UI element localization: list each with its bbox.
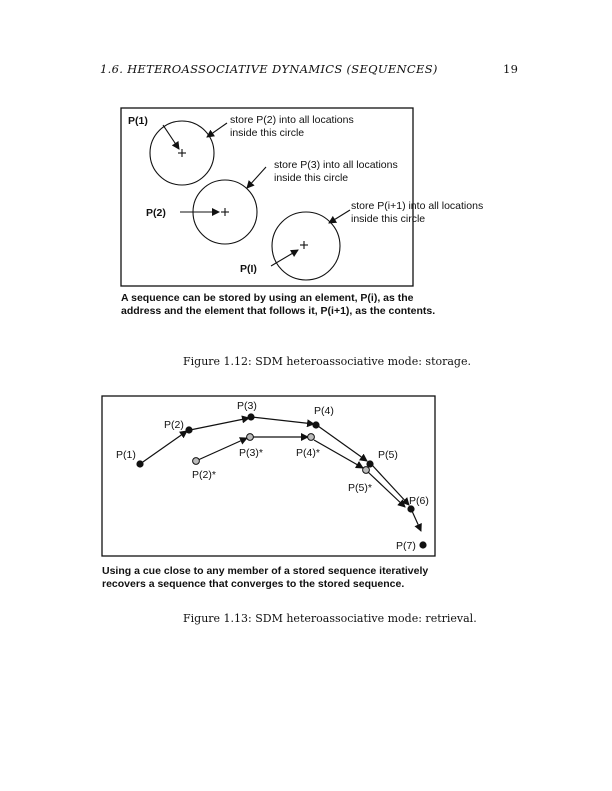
label-p3-star: P(3)* bbox=[239, 447, 263, 459]
running-header: 1.6. HETEROASSOCIATIVE DYNAMICS (SEQUENCES) bbox=[100, 62, 438, 76]
page-number: 19 bbox=[503, 62, 519, 76]
label-p4-star: P(4)* bbox=[296, 447, 320, 459]
label-p7: P(7) bbox=[396, 540, 416, 552]
label-p1: P(1) bbox=[116, 449, 136, 461]
point-p5s bbox=[363, 467, 370, 474]
figure-1-13-description-line-1: Using a cue close to any member of a stored sequence iteratively bbox=[102, 565, 429, 577]
edge-p6-p7 bbox=[412, 511, 421, 531]
annotation-2-line-1: store P(3) into all locations bbox=[274, 159, 398, 171]
label-pi: P(I) bbox=[240, 263, 257, 275]
figure-1-12-description-line-2: address and the element that follows it, P(i+1), as the contents. bbox=[121, 305, 436, 317]
figure-1-13-frame bbox=[102, 396, 435, 556]
point-p7 bbox=[419, 541, 426, 548]
annotation-3-line-1: store P(i+1) into all locations bbox=[351, 200, 484, 212]
label-p3: P(3) bbox=[237, 400, 257, 412]
label-p2: P(2) bbox=[164, 419, 184, 431]
edge-p5-p6 bbox=[372, 465, 409, 505]
label-p4: P(4) bbox=[314, 405, 334, 417]
label-p5-star: P(5)* bbox=[348, 482, 372, 494]
annotation-1-line-1: store P(2) into all locations bbox=[230, 114, 354, 126]
edge-p2-p3 bbox=[190, 418, 249, 430]
point-p4s bbox=[308, 434, 315, 441]
point-p3 bbox=[247, 413, 254, 420]
label-p1: P(1) bbox=[128, 115, 148, 127]
annotation-3-line-2: inside this circle bbox=[351, 213, 426, 225]
label-p6: P(6) bbox=[409, 495, 429, 507]
label-p2: P(2) bbox=[146, 207, 166, 219]
figure-1-13-caption: Figure 1.13: SDM heteroassociative mode: retrieval. bbox=[183, 612, 477, 625]
point-p2s bbox=[193, 458, 200, 465]
point-p4 bbox=[312, 421, 319, 428]
annotation-1-line-2: inside this circle bbox=[230, 127, 305, 139]
figure-1-13-description-line-2: recovers a sequence that converges to the stored sequence. bbox=[102, 578, 405, 590]
edge-p3-p4 bbox=[252, 417, 314, 424]
annotation-2-line-2: inside this circle bbox=[274, 172, 349, 184]
point-p3s bbox=[247, 434, 254, 441]
edge-p1-p2 bbox=[140, 431, 187, 464]
edge-p4s-p5s bbox=[314, 440, 363, 468]
label-p5: P(5) bbox=[378, 449, 398, 461]
point-p1 bbox=[136, 460, 143, 467]
edge-p5s-p6 bbox=[368, 472, 405, 507]
label-p2-star: P(2)* bbox=[192, 469, 216, 481]
figure-1-12-caption: Figure 1.12: SDM heteroassociative mode: storage. bbox=[183, 355, 471, 368]
figure-1-12-description-line-1: A sequence can be stored by using an element, P(i), as the bbox=[121, 292, 414, 304]
point-p2 bbox=[185, 426, 192, 433]
